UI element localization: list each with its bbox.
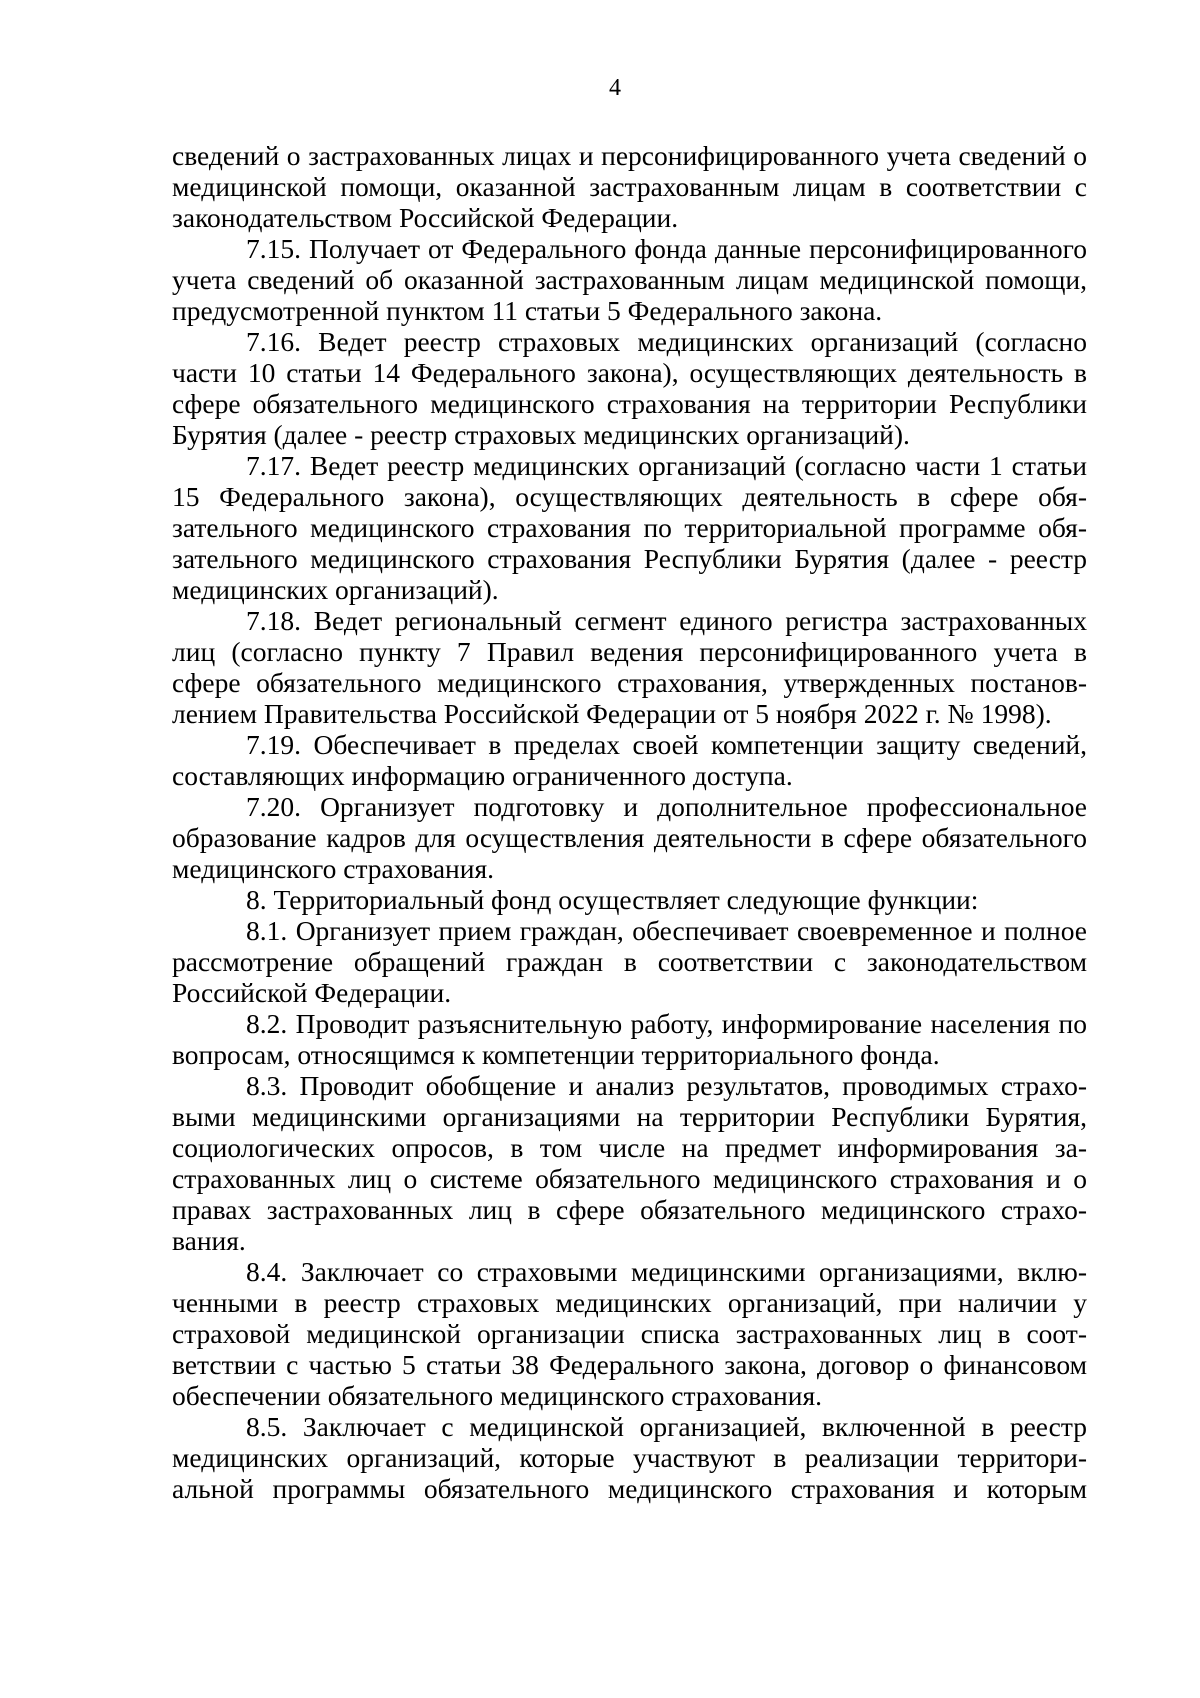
paragraph-8-3: 8.3. Проводит обобщение и анализ результатов, проводимых страховыми медицинскими организациями на территории Республики Бурятия, социологических опросов, в том числе на предмет информирования застрахованных лиц о системе обязательного медицинского страхования и о правах застрахованных лиц в сфере обязательного медицинского страхования. — [172, 1070, 1087, 1256]
paragraph-7-15: 7.15. Получает от Федерального фонда данные персонифицированного учета сведений об оказанной застрахованным лицам медицинской помощи, предусмотренной пунктом 11 статьи 5 Федерального закона. — [172, 233, 1087, 326]
document-body — [172, 140, 1087, 1504]
paragraph-8-1: 8.1. Организует прием граждан, обеспечивает своевременное и полное рассмотрение обращений граждан в соответствии с законодательством Российской Федерации. — [172, 915, 1087, 1008]
paragraph-8-4: 8.4. Заключает со страховыми медицинскими организациями, включенными в реестр страховых медицинских организаций, при наличии у страховой медицинской организации списка застрахованных лиц в соответствии с частью 5 статьи 38 Федерального закона, договор о финансовом обеспечении обязательного медицинского страхования. — [172, 1256, 1087, 1411]
paragraph-7-16: 7.16. Ведет реестр страховых медицинских организаций (согласно части 10 статьи 14 Федерального закона), осуществляющих деятельность в сфере обязательного медицинского страхования на территории Республики Бурятия (далее - реестр страховых медицинских организаций). — [172, 326, 1087, 450]
paragraph-8-5: 8.5. Заключает с медицинской организацией, включенной в реестр медицинских организаций, которые участвуют в реализации территориальной программы обязательного медицинского страхования и которым — [172, 1411, 1087, 1504]
paragraph-8-2: 8.2. Проводит разъяснительную работу, информирование населения по вопросам, относящимся к компетенции территориального фонда. — [172, 1008, 1087, 1070]
paragraph-8: 8. Территориальный фонд осуществляет следующие функции: — [246, 884, 979, 915]
paragraph-7-18: 7.18. Ведет региональный сегмент единого регистра застрахованных лиц (согласно пункту 7 Правил ведения персонифицированного учета в сфере обязательного медицинского страхования, утвержденных постановлением Правительства Российской Федерации от 5 ноября 2022 г. № 1998). — [172, 605, 1087, 729]
paragraph-continuation: сведений о застрахованных лицах и персонифицированного учета сведений о медицинской помощи, оказанной застрахованным лицам в соответствии с законодательством Российской Федерации. — [172, 140, 1087, 233]
paragraph-7-20: 7.20. Организует подготовку и дополнительное профессиональное образование кадров для осуществления деятельности в сфере обязательного медицинского страхования. — [172, 791, 1087, 884]
paragraph-7-17: 7.17. Ведет реестр медицинских организаций (согласно части 1 статьи 15 Федерального закона), осуществляющих деятельность в сфере обязательного медицинского страхования по территориальной программе обязательного медицинского страхования Республики Бурятия (далее - реестр медицинских организаций). — [172, 450, 1087, 605]
page-number: 4 — [609, 75, 621, 101]
paragraph-7-19: 7.19. Обеспечивает в пределах своей компетенции защиту сведений, составляющих информацию ограниченного доступа. — [172, 729, 1087, 791]
